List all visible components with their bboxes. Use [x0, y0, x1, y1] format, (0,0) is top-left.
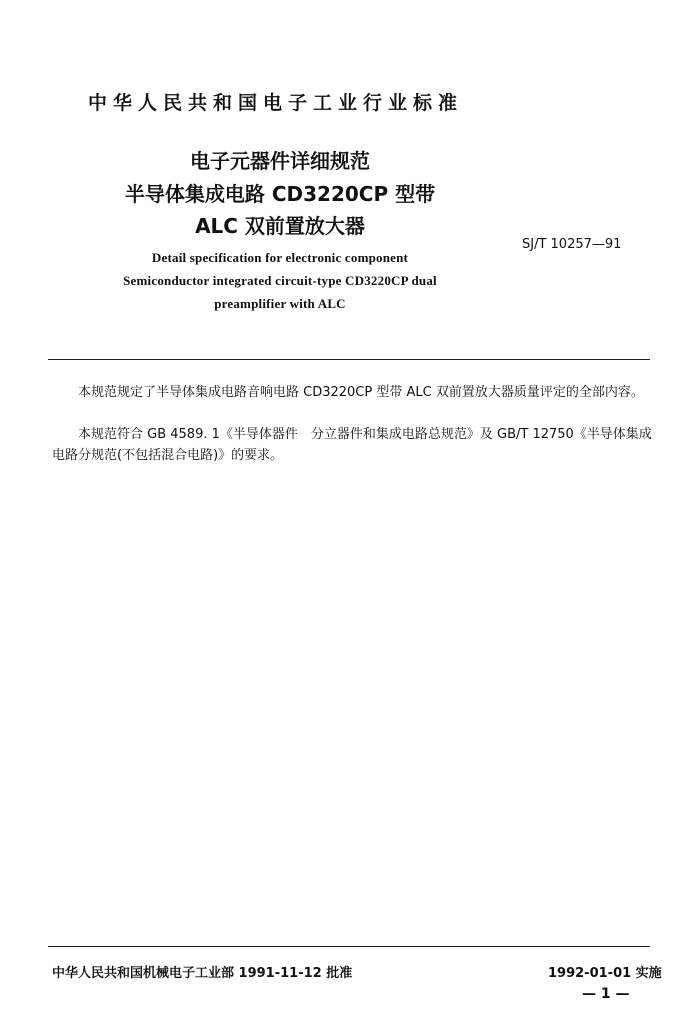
title-line-3: ALC 双前置放大器: [195, 214, 365, 238]
approval-statement: 中华人民共和国机械电子工业部 1991-11-12 批准: [52, 966, 353, 981]
english-title-line-2: Semiconductor integrated circuit-type CD3220CP dual: [123, 273, 437, 288]
implementation-date: 1992-01-01 实施: [548, 966, 662, 981]
title-line-1: 电子元器件详细规范: [190, 149, 370, 173]
industry-standard-header: 中华人民共和国电子工业行业标准: [88, 92, 464, 114]
conformance-paragraph: 本规范符合 GB 4589. 1《半导体器件 分立器件和集成电路总规范》及 GB/T 12750《半导体集成电路分规范(不包括混合电路)》的要求。: [52, 427, 652, 463]
english-title-line-1: Detail specification for electronic component: [151, 250, 409, 265]
title-line-2: 半导体集成电路 CD3220CP 型带: [124, 182, 436, 206]
page-number: — 1 —: [582, 986, 630, 1002]
standard-number: SJ/T 10257—91: [522, 237, 622, 252]
top-divider: [48, 359, 650, 360]
bottom-divider: [48, 946, 650, 947]
scope-paragraph: 本规范规定了半导体集成电路音响电路 CD3220CP 型带 ALC 双前置放大器质量评定的全部内容。: [78, 385, 644, 400]
english-title-line-3: preamplifier with ALC: [214, 296, 346, 311]
